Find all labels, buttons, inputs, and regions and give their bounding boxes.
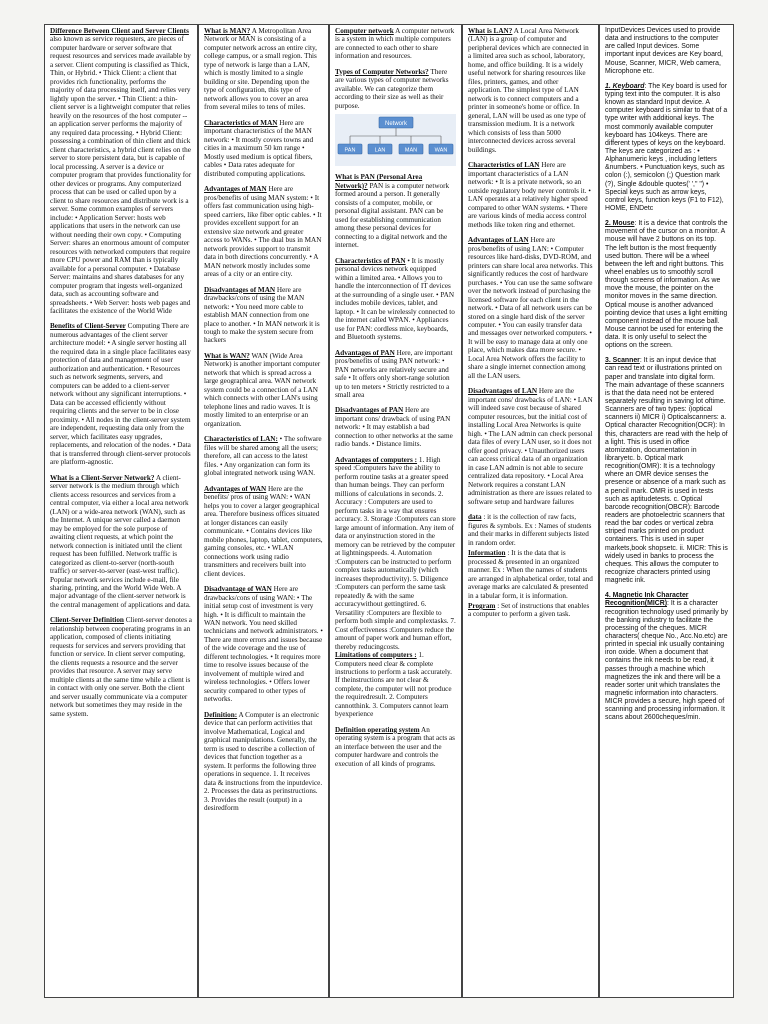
heading: Difference Between Client and Server Clients <box>50 27 189 35</box>
para <box>468 513 593 547</box>
heading: 2. Mouse <box>605 220 635 228</box>
heading: 4. Magnetic Ink Character Recognition(MICR) <box>605 592 689 608</box>
para <box>204 711 323 813</box>
heading: Advantages of WAN <box>204 484 267 493</box>
heading: Definition operating system <box>335 725 420 734</box>
body-text: : The Key board is used for typing text into the computer. It is also known as standard Input device. A computer keyboard is similar to that of a type writer with additional keys. The most commonly available computer keyboard has 104keys. There are different types of keys on the keyboard. The keys are categorized as : • Alphanumeric keys , including letters &numbers. • Punctuation keys, such as colon (:), semicolon (;) Question mark (?), Single &double quotes(' '," ") • Special keys such as arrow keys, control keys, function keys (F1 to F12), HOME, ENDetc <box>605 82 728 212</box>
body-text: There are various types of computer networks available. We can categorize them according to their size as well as their purpose. <box>335 67 449 110</box>
heading: Characteristics of LAN: <box>204 435 278 444</box>
para <box>605 27 728 76</box>
para <box>468 602 593 619</box>
heading: Program <box>468 602 496 610</box>
heading: Advantages of LAN <box>468 236 529 245</box>
para <box>50 27 192 315</box>
body-text: Computing There are numerous advantages of the client server architecture model: • A single server hosting all the required data in a single place facilitates easy protection of data and management of user authorization and authentication. • Resources such as network segments, servers, and computers can be added to a client-server network without any significant interruptions. • Data can be accessed efficiently without requiring clients and the server to be in close proximity. • All nodes in the client-server system are independent, requesting data only from the server, which facilitates easy upgrades, replacements, and relocation of the nodes. • Data that is transferred through client-server protocols are platform-agnostic. <box>50 322 191 467</box>
para <box>605 592 728 722</box>
body-text: • It is mostly personal devices network equipped within a limited area. • Allows you to handle the interconnection of IT devices at the surrounding of a single user. • PAN includes mobile devices, tablet, and laptop. • It can be wirelessly connected to the internet called WPAN. • Appliances use for PAN: cordless mice, keyboards, and Bluetooth systems. <box>335 256 455 342</box>
body-text: Here are important cons/ drawback of using PAN network: • It may establish a bad connection to other networks at the same radio bands. • Distance limits. <box>335 406 453 449</box>
body-text: : It is an input device that can read text or illustrations printed on paper and translate into digital form. The main advantage of these scanners is that the data need not be entered separately resulting in saving lot oftime. Scanners are of two types: i)optical scanners ii) MICR i) Opticalscanners: a. Optical character Recognition(OCR): In this, characters are read with the help of a light. This is used in office atomization, documentation in libraryetc. b. Optical mark recognition(OMR): It is a technology where an OMR device senses the presence or absence of a mark such as a pencil mark. OMR is used in tests such as aptitudetests. c. Optical barcode recognition(OBCR): Barcode readers are photoelectric scanners that read the bar codes or vertical zebra striped marks printed on product containers. This is used in super markets,book shopsetc. ii. MICR: This is widely used in banks to process the cheques. This allows the computer to recognize characters printed using magnetic ink. <box>605 357 728 585</box>
body-text: A computer network is a system in which multiple computers are connected to each other to share information and resources. <box>335 27 455 61</box>
body-text: A Computer is an electronic device that can perform activities that involve Mathematical, Logical and graphical manipulations. Generally, the term is used to describe a collection of devices that function together as a system. It performs the following three operations in sequence. 1. It receives data & instructions from the inputdevice. 2. Processes the data as perinstructions. 3. Provides the result (output) in a desiredform <box>204 710 323 813</box>
heading: Benefits of Client-Server <box>50 322 126 331</box>
body-text: PAN is a computer network formed around a person. It generally consists of a computer, mobile, or personal digital assistant. PAN can be used for establishing communication among these personal devices for connecting to a digital network and the internet. <box>335 181 450 250</box>
column-man-wan <box>198 24 329 998</box>
heading: What is MAN? <box>204 27 251 35</box>
network-type-label: WAN <box>434 147 448 154</box>
body-text: Here are important characteristics of the MAN network: • It mostly covers towns and cities in a maximum 50 km range • Mostly used medium is optical fibers, cables • Data rates adequate for distributed computing applications. <box>204 118 314 178</box>
body-text: : It is a character recognition technology used primarily by the banking industry to facilitate the processing of the cheques. MICR characters( cheque No., Acc.No.etc) are printed in special ink usually containing iron oxide. When a document that contains the ink needs to be read, it passes through a machine which magnetizes the ink and there will be a reader sorter unit which translates the magnetic information into characters. MICR provides a secure, high speed of scanning and processing information. It scans about 2600cheques/min. <box>605 600 728 722</box>
body-text: : Set of instructions that enables a computer to perform a given task. <box>468 602 590 619</box>
para <box>204 352 323 428</box>
body-text: : It is a device that controls the movement of the cursor on a monitor. A mouse will have 2 buttons on its top. The left button is the most frequently used button. There will be a wheel between the left and right buttons. This wheel enables us to smoothly scroll through screens of information. As we move the mouse, the pointer on the monitor moves in the same direction. Optical mouse is another advanced pointing device that uses a light emitting component instead of the mouse ball. Mouse cannot be used for entering the data. It is only useful to select the options on the screen. <box>605 220 728 350</box>
para <box>468 161 593 229</box>
heading: Advantages of computers : <box>335 455 418 464</box>
heading: What is PAN (Personal Area Network)? <box>335 173 423 190</box>
body-text: also known as service requesters, are pieces of computer hardware or server software that request resources and services made available by a server. Client computing is classified as Thick, Thin, or Hybrid. • Thick Client: a client that provides rich functionality, performs the majority of data processing itself, and relies very lightly upon the server. • Thin Client: a thin-client server is a lightweight computer that relies heavily on the resources of the host computer -- an application server performs the majority of any required data processing. • Hybrid Client: possessing a combination of thin client and thick client characteristics, a hybrid client relies on the server to store persistent data, but is capable of local processing. A server is a device or computer program that provides functionality for other devices or programs. Any computerized process that can be used or called upon by a client to share resources and distribute work is a server. Some common examples of servers include: • Application Server: hosts web applications that users in the network can use without needing their own copy. • Computing Server: shares an enormous amount of computer resources with networked computers that require more CPU power and RAM than is typically available for a personal computer. • Database Server: maintains and shares databases for any computer program that ingests well-organized data, such as accounting software and spreadsheets. • Web Server: hosts web pages and facilitates the existence of the World Wide <box>50 35 192 315</box>
para <box>335 173 456 249</box>
para <box>50 322 192 466</box>
body-text: Here are the benefits/ pros of using WAN: • WAN helps you to cover a larger geographical area. Therefore business offices situated at longer distances can easily communicate. • Contains devices like mobile phones, laptop, tablet, computers, gaming consoles, etc. • WLAN connections work using radio transmitters and receivers built into client devices. <box>204 484 323 578</box>
body-text: 1. Computers need clear & complete instructions to perform a task accurately. If theinstructions are not clear & complete, the computer will not produce the requiredresult. 2. Computers cannotthink. 3. Computers cannot learn byexperience <box>335 651 452 719</box>
body-text: Here, are important pros/benefits of using PAN network: • PAN networks are relatively secure and safe • It offers only short-range solution up to ten meters • Strictly restricted to a small area <box>335 348 453 399</box>
heading: Disadvantage of WAN <box>204 585 272 594</box>
body-text: InputDevices Devices used to provide data and instructions to the computer are called Input devices. Some important input devices are Key board, Mouse, Scanner, MICR, Web camera, Microphone etc. <box>605 27 723 75</box>
body-text: A client-server network is the medium through which clients access resources and services from a central computer, via either a local area network (LAN) or a wide-area network (WAN), such as the Internet. A unique server called a daemon may be employed for the sole purpose of awaiting client requests, at which point the network connection is initiated until the client request has been fulfilled. Network traffic is categorized as client-to-server (north-south traffic) or server-to-server (east-west traffic). Popular network services include e-mail, file sharing, printing, and the World Wide Web. A major advantage of the client-server network is the central management of applications and data. <box>50 473 191 609</box>
para <box>335 68 456 110</box>
body-text: A Metropolitan Area Network or MAN is consisting of a computer network across an entire city, college campus, or a small region. This type of network is large than a LAN, which is mostly limited to a single building or site. Depending upon the type of configuration, this type of network allows you to cover an area from several miles to tens of miles. <box>204 27 317 112</box>
para <box>605 357 728 585</box>
para <box>335 726 456 768</box>
heading: Characteristics of LAN <box>468 161 540 170</box>
body-text: Here are drawbacks/cons of using the MAN network: • You need more cable to establish MAN connection from one place to another. • In MAN network it is tough to make the system secure from hackers <box>204 285 320 345</box>
para <box>468 549 593 600</box>
para <box>335 257 456 342</box>
network-type-label: PAN <box>344 147 356 154</box>
column-networks <box>329 24 462 998</box>
para <box>468 387 593 506</box>
body-text: • The software files will be shared among all the users; therefore, all can access to the latest files. • Any organization can form its global integrated network using WAN. <box>204 435 322 478</box>
network-root-label: Network <box>384 121 408 128</box>
heading: Limitations of computers : <box>335 651 417 660</box>
para <box>605 83 728 213</box>
heading: Disadvantages of MAN <box>204 285 276 294</box>
heading: Client-Server Definition <box>50 616 124 625</box>
body-text: Here are drawbacks/cons of using WAN: • The initial setup cost of investment is very high. • It is difficult to maintain the WAN network. You need skilled technicians and network administrators. • There are more errors and issues because of the wide coverage and the use of different technologies. • It requires more time to resolve issues because of the involvement of multiple wired and wireless technologies. • Offers lower security compared to other types of networks. <box>204 585 323 704</box>
para <box>204 185 323 278</box>
heading: Disadvantages of LAN <box>468 387 538 396</box>
para <box>204 119 323 178</box>
body-text: WAN (Wide Area Network) is another important computer network that which is spread across a large geographical area. WAN network system could be a connection of a LAN which connects with other LAN's using telephone lines and radio waves. It is mostly limited to an enterprise or an organization. <box>204 351 321 428</box>
body-text: Here are pros/benefits of using LAN: • Computer resources like hard-disks, DVD-ROM, and printers can share local area networks. This significantly reduces the cost of hardware purchases. • You can use the same software over the network instead of purchasing the licensed software for each client in the network. • Data of all network users can be stored on a single hard disk of the server computer. • You can easily transfer data and messages over networked computers. • It will be easy to manage data at only one place, which makes data more secure. • Local Area Network offers the facility to share a single internet connection among all the LAN users. <box>468 236 593 380</box>
para <box>335 27 456 61</box>
heading: Characteristics of PAN <box>335 256 406 265</box>
para <box>50 474 192 610</box>
para <box>335 349 456 400</box>
network-type-label: LAN <box>374 147 386 154</box>
body-text: A Local Area Network (LAN) is a group of computer and peripheral devices which are connected in a limited area such as school, laboratory, home, and office building. It is a widely useful network for sharing resources like files, printers, games, and other application. The simplest type of LAN network is to connect computers and a printer in someone's home or office. In general, LAN will be used as one type of transmission medium. It is a network which consists of less than 5000 interconnected devices across several buildings. <box>468 27 589 154</box>
para <box>468 236 593 380</box>
heading: Disadvantages of PAN <box>335 406 404 415</box>
heading: Definition: <box>204 710 238 719</box>
heading: 1. Keyboard <box>605 82 645 90</box>
para <box>335 456 456 651</box>
para <box>605 220 728 350</box>
heading: Computer network <box>335 27 394 35</box>
para <box>204 435 323 477</box>
column-input-devices <box>599 24 734 998</box>
body-text: An operating system is a program that acts as an interface between the user and the computer hardware and controls the execution of all kinds of programs. <box>335 725 455 768</box>
heading: What is LAN? <box>468 27 513 35</box>
para <box>50 616 192 718</box>
heading: Information <box>468 549 506 558</box>
network-type-label: MAN <box>404 147 418 154</box>
body-text: 1. High speed :Computers have the ability to perform routine tasks at a greater speed than human beings. They can perform millions of calculations in seconds. 2. Accuracy : Computers are used to perform tasks in a way that ensures accuracy. 3. Storage :Computers can store large amount of information. Any item of data or anyinstruction stored in the memory can be retrieved by the computer at lightningspeeds. 4. Automation :Computers can be instructed to perform complex tasks automatically (which increases theproductivity). 5. Diligence :Computers can perform the same task repeatedly & with the same accuracywithout gettingtired. 6. Versatility :Computers are flexible to perform both simple and complextasks. 7. Cost effectiveness :Computers reduce the amount of paper work and human effort, thereby reducingcosts. <box>335 455 456 651</box>
body-text: Here are the important cons/ drawbacks of LAN: • LAN will indeed save cost because of shared computer resources, but the initial cost of installing Local Area Networks is quite high. • The LAN admin can check personal data files of every LAN user, so it does not offer good privacy. • Unauthorized users can access critical data of an organization in case LAN admin is not able to secure centralized data repository. • Local Area Network requires a constant LAN administration as there are issues related to software setup and hardware failures <box>468 387 593 506</box>
para <box>204 286 323 345</box>
network-types-diagram <box>335 114 456 166</box>
heading: 3. Scanner <box>605 357 640 365</box>
para <box>335 406 456 448</box>
para <box>335 651 456 719</box>
heading: Advantages of MAN <box>204 185 267 194</box>
heading: Types of Computer Networks? <box>335 67 429 76</box>
body-text: Client-server denotes a relationship between cooperating programs in an application, composed of clients initiating requests for services and servers providing that function or service. In client server computing, the clients requests a resource and the server provides that resource. A server may serve multiple clients at the same time while a client is in contact with only one server. Both the client and server usually communicate via a computer network but sometimes they may reside in the same system. <box>50 616 192 718</box>
para <box>204 585 323 704</box>
heading: What is a Client-Server Network? <box>50 473 155 482</box>
body-text: : It is the data that is processed & presented in an organized manner. Ex : When the names of students are arranged in alphabetical order, total and average marks are calculated & presented in a tabular form, it is information. <box>468 549 593 600</box>
para <box>204 27 323 112</box>
column-lan <box>462 24 599 998</box>
column-client-server <box>44 24 198 998</box>
heading: What is WAN? <box>204 351 250 360</box>
body-text: : it is the collection of raw facts, figures & symbols. Ex : Names of students and their marks in different subjects listed in random order. <box>468 513 592 547</box>
body-text: Here are pros/benefits of using MAN system: • It offers fast communication using high-speed carriers, like fiber optic cables. • It provides excellent support for an extensive size network and greater access to WANs. • The dual bus in MAN network provides support to transmit data in both directions concurrently. • A MAN network mostly includes some areas of a city or an entire city. <box>204 185 322 279</box>
heading: data <box>468 513 482 522</box>
heading: Advantages of PAN <box>335 348 395 357</box>
para <box>204 485 323 578</box>
heading: Characteristics of MAN <box>204 118 278 127</box>
body-text: Here are important characteristics of a LAN network: • It is a private network, so an outside regulatory body never controls it. • LAN operates at a relatively higher speed compared to other WAN systems. • There are various kinds of media access control methods like token ring and ethernet. <box>468 161 591 229</box>
para <box>468 27 593 154</box>
